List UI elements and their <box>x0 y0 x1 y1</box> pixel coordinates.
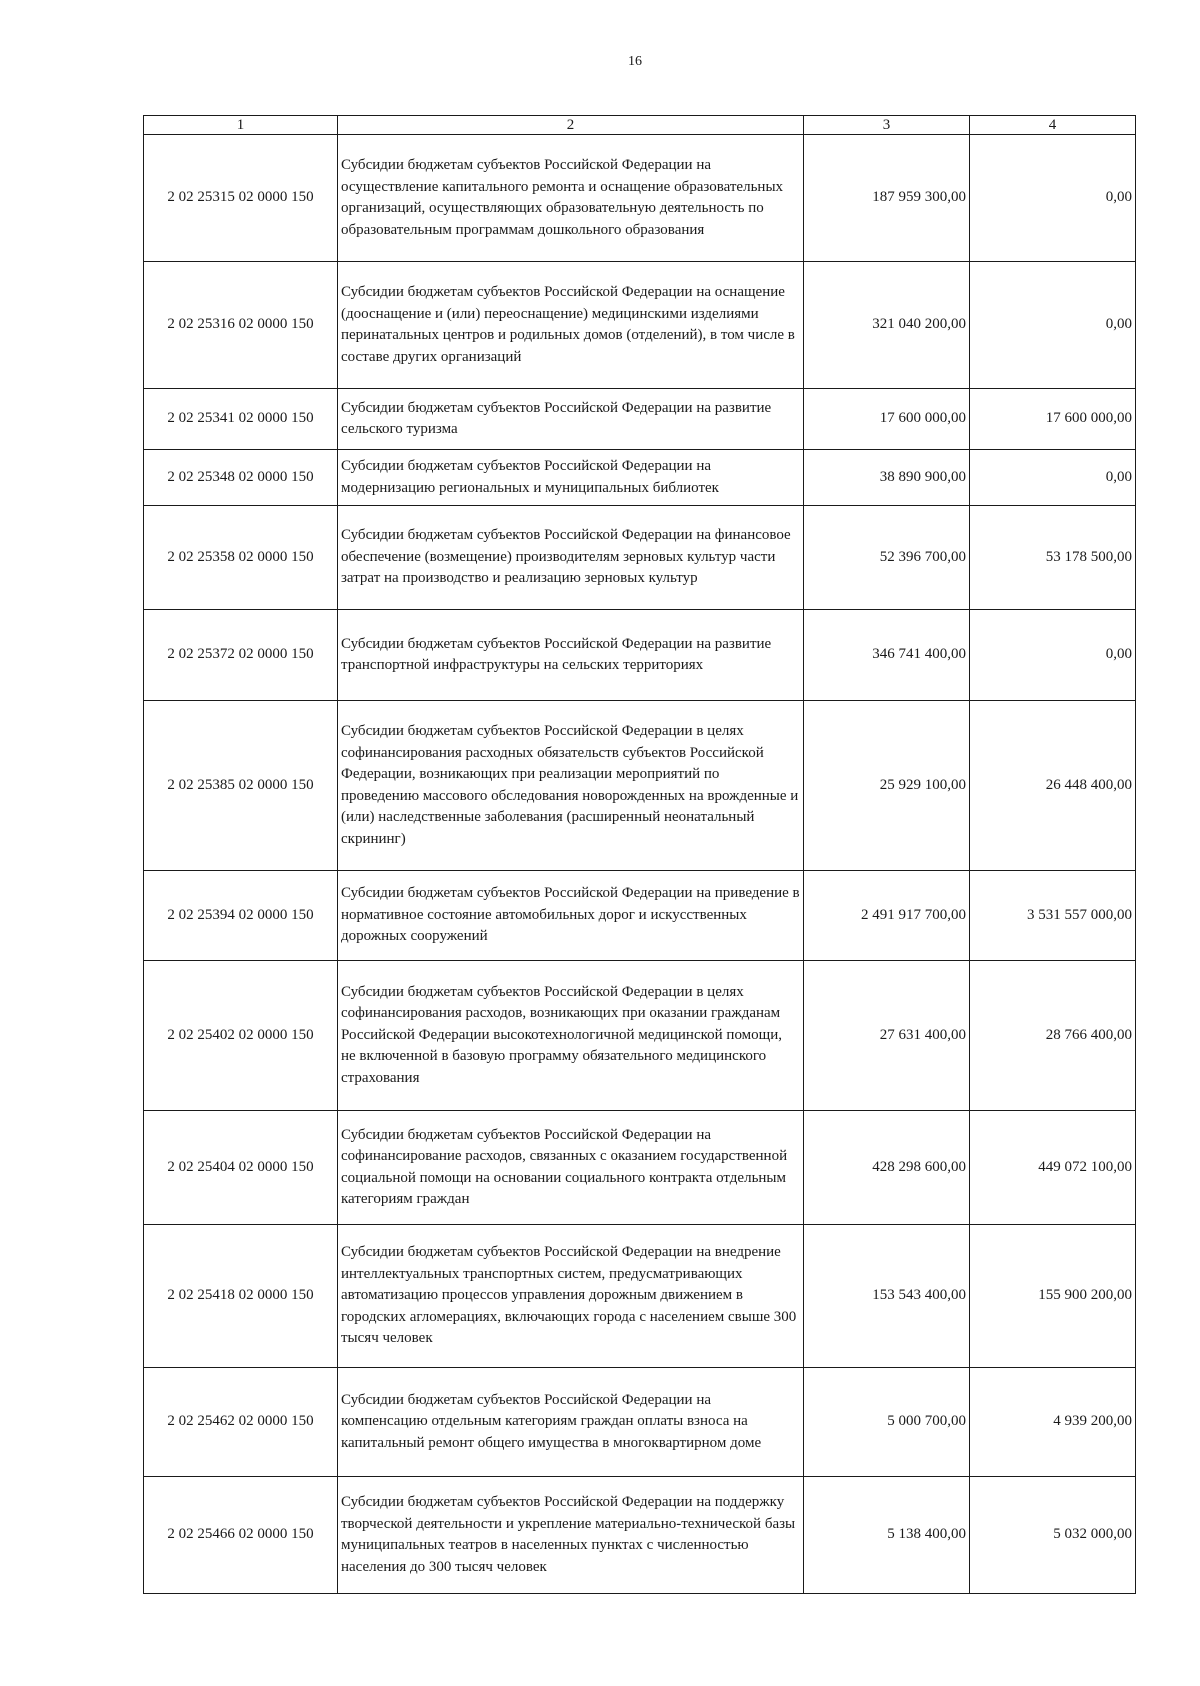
amount-col3-cell: 38 890 900,00 <box>804 450 970 506</box>
amount-col3-cell: 346 741 400,00 <box>804 610 970 701</box>
income-name-cell: Субсидии бюджетам субъектов Российской Федерации на приведение в нормативное состояние автомобильных дорог и искусственных дорожных сооружений <box>338 871 804 961</box>
amount-col4-cell: 0,00 <box>970 610 1136 701</box>
income-name-cell: Субсидии бюджетам субъектов Российской Федерации на развитие сельского туризма <box>338 389 804 450</box>
table-row <box>144 1368 1136 1477</box>
amount-col4-cell: 28 766 400,00 <box>970 961 1136 1111</box>
income-code-cell: 2 02 25394 02 0000 150 <box>144 871 338 961</box>
income-code-cell: 2 02 25372 02 0000 150 <box>144 610 338 701</box>
page-number: 16 <box>628 54 642 69</box>
amount-col4-cell: 3 531 557 000,00 <box>970 871 1136 961</box>
income-name-cell: Субсидии бюджетам субъектов Российской Федерации на осуществление капитального ремонта и оснащение образовательных организаций, осуществляющих образовательную деятельность по образовательным программам дошкольного образования <box>338 135 804 262</box>
amount-col3-cell: 187 959 300,00 <box>804 135 970 262</box>
amount-col4-cell: 449 072 100,00 <box>970 1111 1136 1225</box>
income-name-cell: Субсидии бюджетам субъектов Российской Федерации на финансовое обеспечение (возмещение) производителям зерновых культур части затрат на производство и реализацию зерновых культур <box>338 506 804 610</box>
amount-col4-cell: 17 600 000,00 <box>970 389 1136 450</box>
table-row <box>144 961 1136 1111</box>
amount-col3-cell: 17 600 000,00 <box>804 389 970 450</box>
amount-col3-cell: 5 000 700,00 <box>804 1368 970 1477</box>
income-code-cell: 2 02 25404 02 0000 150 <box>144 1111 338 1225</box>
header-col-4: 4 <box>970 116 1136 135</box>
income-name-cell: Субсидии бюджетам субъектов Российской Федерации на софинансирование расходов, связанных с оказанием государственной социальной помощи на основании социального контракта отдельным категориям граждан <box>338 1111 804 1225</box>
table-row <box>144 1477 1136 1594</box>
amount-col4-cell: 26 448 400,00 <box>970 701 1136 871</box>
table-row <box>144 135 1136 262</box>
header-col-1: 1 <box>144 116 338 135</box>
income-name-cell: Субсидии бюджетам субъектов Российской Федерации на компенсацию отдельным категориям граждан оплаты взноса на капитальный ремонт общего имущества в многоквартирном доме <box>338 1368 804 1477</box>
income-code-cell: 2 02 25316 02 0000 150 <box>144 262 338 389</box>
income-name-cell: Субсидии бюджетам субъектов Российской Федерации на внедрение интеллектуальных транспортных систем, предусматривающих автоматизацию процессов управления дорожным движением в городских агломерациях, включающих города с населением свыше 300 тысяч человек <box>338 1225 804 1368</box>
amount-col3-cell: 428 298 600,00 <box>804 1111 970 1225</box>
income-code-cell: 2 02 25466 02 0000 150 <box>144 1477 338 1594</box>
income-code-cell: 2 02 25462 02 0000 150 <box>144 1368 338 1477</box>
income-code-cell: 2 02 25418 02 0000 150 <box>144 1225 338 1368</box>
table-row <box>144 389 1136 450</box>
income-code-cell: 2 02 25385 02 0000 150 <box>144 701 338 871</box>
amount-col3-cell: 52 396 700,00 <box>804 506 970 610</box>
table-row <box>144 1111 1136 1225</box>
table-row <box>144 610 1136 701</box>
amount-col3-cell: 25 929 100,00 <box>804 701 970 871</box>
amount-col4-cell: 0,00 <box>970 135 1136 262</box>
income-code-cell: 2 02 25358 02 0000 150 <box>144 506 338 610</box>
income-name-cell: Субсидии бюджетам субъектов Российской Федерации на оснащение (дооснащение и (или) переоснащение) медицинскими изделиями перинатальных центров и родильных домов (отделений), в том числе в составе других организаций <box>338 262 804 389</box>
amount-col4-cell: 5 032 000,00 <box>970 1477 1136 1594</box>
table-row <box>144 506 1136 610</box>
income-name-cell: Субсидии бюджетам субъектов Российской Федерации на развитие транспортной инфраструктуры на сельских территориях <box>338 610 804 701</box>
table-row <box>144 450 1136 506</box>
income-code-cell: 2 02 25315 02 0000 150 <box>144 135 338 262</box>
amount-col3-cell: 153 543 400,00 <box>804 1225 970 1368</box>
header-col-2: 2 <box>338 116 804 135</box>
amount-col4-cell: 0,00 <box>970 262 1136 389</box>
header-col-3: 3 <box>804 116 970 135</box>
income-name-cell: Субсидии бюджетам субъектов Российской Федерации в целях софинансирования расходов, возникающих при оказании гражданам Российской Федерации высокотехнологичной медицинской помощи, не включенной в базовую программу обязательного медицинского страхования <box>338 961 804 1111</box>
table-row <box>144 1225 1136 1368</box>
amount-col3-cell: 27 631 400,00 <box>804 961 970 1111</box>
income-name-cell: Субсидии бюджетам субъектов Российской Федерации в целях софинансирования расходных обязательств субъектов Российской Федерации, возникающих при реализации мероприятий по проведению массового обследования новорожденных на врожденные и (или) наследственные заболевания (расширенный неонатальный скрининг) <box>338 701 804 871</box>
income-code-cell: 2 02 25402 02 0000 150 <box>144 961 338 1111</box>
table-row <box>144 262 1136 389</box>
amount-col4-cell: 155 900 200,00 <box>970 1225 1136 1368</box>
income-code-cell: 2 02 25341 02 0000 150 <box>144 389 338 450</box>
header-row <box>144 116 1136 135</box>
amount-col4-cell: 0,00 <box>970 450 1136 506</box>
income-name-cell: Субсидии бюджетам субъектов Российской Федерации на модернизацию региональных и муниципальных библиотек <box>338 450 804 506</box>
table-row <box>144 701 1136 871</box>
amount-col3-cell: 2 491 917 700,00 <box>804 871 970 961</box>
income-name-cell: Субсидии бюджетам субъектов Российской Федерации на поддержку творческой деятельности и укрепление материально-технической базы муниципальных театров в населенных пунктах с численностью населения до 300 тысяч человек <box>338 1477 804 1594</box>
budget-table <box>143 115 1136 1594</box>
table-row <box>144 871 1136 961</box>
amount-col3-cell: 5 138 400,00 <box>804 1477 970 1594</box>
income-code-cell: 2 02 25348 02 0000 150 <box>144 450 338 506</box>
amount-col4-cell: 4 939 200,00 <box>970 1368 1136 1477</box>
amount-col3-cell: 321 040 200,00 <box>804 262 970 389</box>
amount-col4-cell: 53 178 500,00 <box>970 506 1136 610</box>
